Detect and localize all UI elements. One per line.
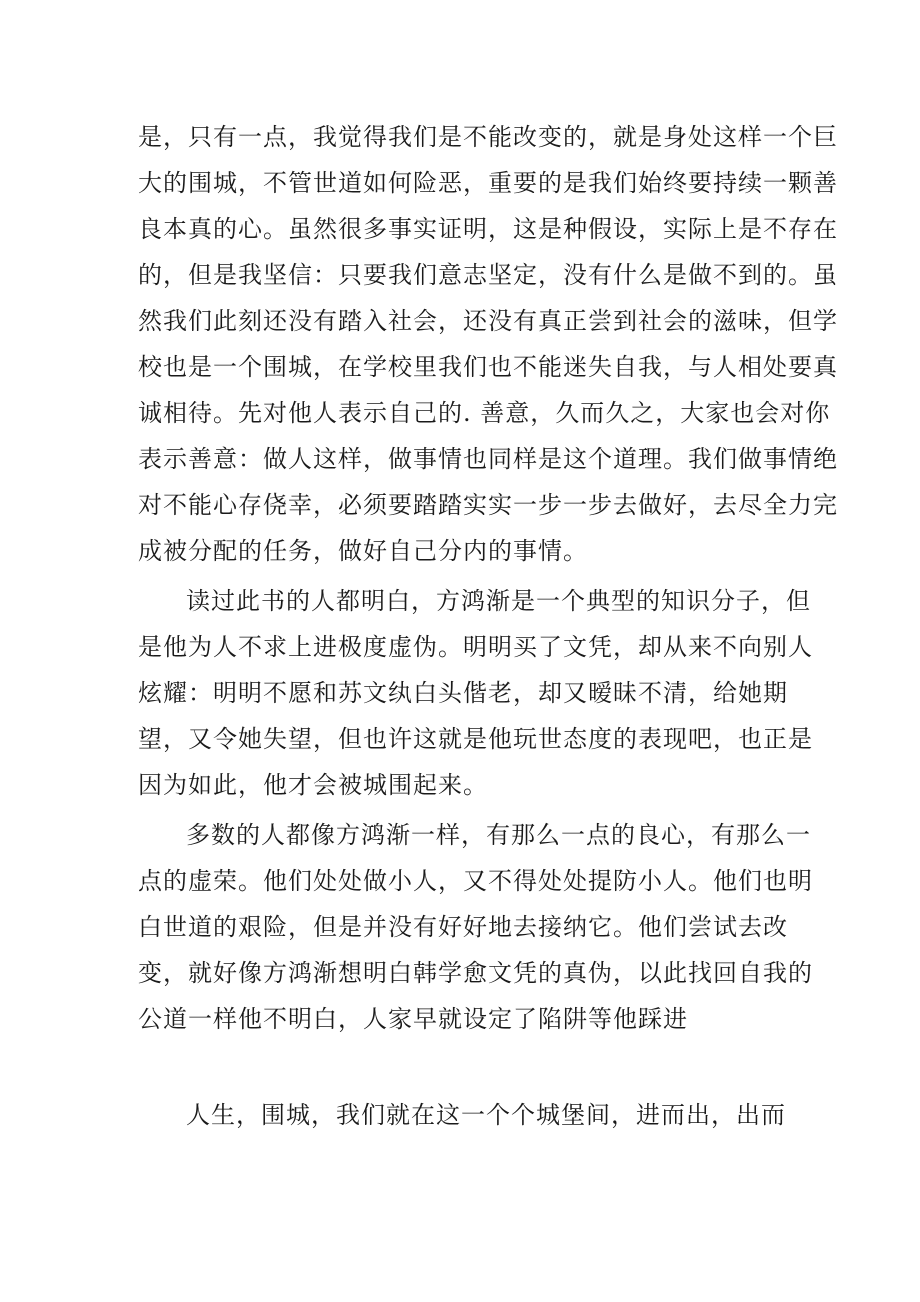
text-line: 大的围城，不管世道如何险恶，重要的是我们始终要持续一颗善 [138,169,838,197]
text-line: 的，但是我坚信：只要我们意志坚定，没有什么是做不到的。虽 [138,261,838,289]
text-line: 变，就好像方鸿渐想明白韩学愈文凭的真伪，以此找回自我的 [138,959,813,987]
text-line: 表示善意：做人这样，做事情也同样是这个道理。我们做事情绝 [138,445,838,473]
text-line: 因为如此，他才会被城围起来。 [138,771,488,799]
paragraph-first-line: 人生，围城，我们就在这一个个城堡间，进而出，出而 [186,1101,786,1129]
paragraph-first-line: 多数的人都像方鸿渐一样，有那么一点的良心，有那么一 [186,821,811,849]
text-line: 公道一样他不明白，人家早就设定了陷阱等他踩进 [138,1005,688,1033]
text-line: 望，又令她失望，但也许这就是他玩世态度的表现吧，也正是 [138,725,813,753]
text-line: 成被分配的任务，做好自己分内的事情。 [138,537,588,565]
text-line: 是他为人不求上进极度虚伪。明明买了文凭，却从来不向别人 [138,633,813,661]
text-line: 诚相待。先对他人表示自己的. 善意，久而久之，大家也会对你 [138,399,831,427]
text-line: 点的虚荣。他们处处做小人，又不得处处提防小人。他们也明 [138,867,813,895]
text-line: 是，只有一点，我觉得我们是不能改变的，就是身处这样一个巨 [138,123,838,151]
text-line: 对不能心存侥幸，必须要踏踏实实一步一步去做好，去尽全力完 [138,491,838,519]
paragraph-first-line: 读过此书的人都明白，方鸿渐是一个典型的知识分子，但 [186,587,811,615]
text-line: 然我们此刻还没有踏入社会，还没有真正尝到社会的滋味，但学 [138,307,838,335]
text-line: 白世道的艰险，但是并没有好好地去接纳它。他们尝试去改 [138,913,788,941]
text-line: 校也是一个围城，在学校里我们也不能迷失自我，与人相处要真 [138,353,838,381]
text-line: 炫耀：明明不愿和苏文纨白头偕老，却又暧昧不清，给她期 [138,679,788,707]
text-line: 良本真的心。虽然很多事实证明，这是种假设，实际上是不存在 [138,215,838,243]
